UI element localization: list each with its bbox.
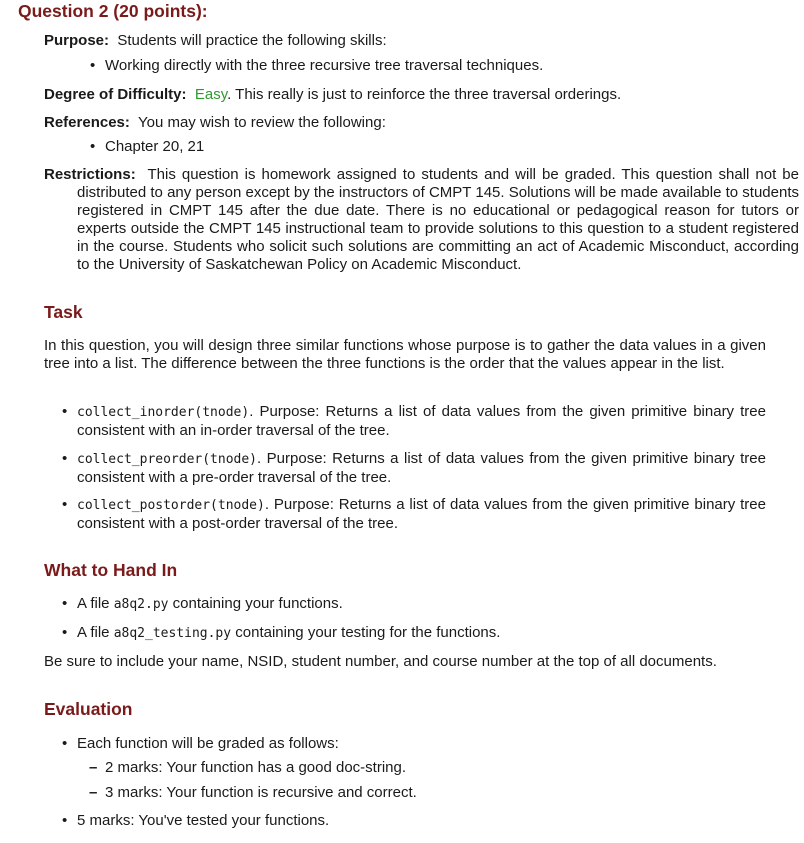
- function-desc: . Purpose: Returns a list of data values from the given primitive binary tree consistent with an in-order traversal of the tree.: [77, 403, 766, 439]
- evaluation-subitem: – 3 marks: Your function is recursive and correct.: [105, 784, 417, 802]
- restrictions-label: Restrictions:: [44, 166, 136, 183]
- difficulty-label: Degree of Difficulty:: [44, 86, 187, 103]
- function-item-inorder: [77, 403, 766, 440]
- function-desc: . Purpose: Returns a list of data values from the given primitive binary tree consistent with a post-order traversal of the tree.: [77, 496, 766, 532]
- function-item-postorder: [77, 496, 766, 533]
- function-code: collect_preorder(tnode): [77, 452, 258, 467]
- evaluation-item: • Each function will be graded as follows:: [77, 735, 339, 753]
- restrictions-text: This question is homework assigned to students and will be graded. This question shall not be distributed to any person except by the instructors of CMPT 145. Solutions will be made available to students registered in CMPT 145 after the due date. There is no educational or pedagogical reason for tutors or experts outside the CMPT 145 instructional team to provide solutions to this question to a student registered in the course. Students who solicit such solutions are committing an act of Academic Misconduct, according to the University of Saskatchewan Policy on Academic Misconduct.: [77, 166, 799, 273]
- difficulty-line: [44, 86, 621, 104]
- function-code: collect_postorder(tnode): [77, 498, 265, 513]
- function-code: collect_inorder(tnode): [77, 405, 250, 420]
- evaluation-subitem: – 2 marks: Your function has a good doc-string.: [105, 759, 406, 777]
- evaluation-item: • 5 marks: You've tested your functions.: [77, 812, 329, 830]
- evaluation-heading: Evaluation: [44, 699, 133, 719]
- handin-note: Be sure to include your name, NSID, student number, and course number at the top of all documents.: [44, 653, 717, 670]
- task-heading: Task: [44, 302, 83, 322]
- difficulty-level: Easy: [194, 86, 228, 103]
- references-line: [44, 114, 386, 132]
- task-intro: In this question, you will design three similar functions whose purpose is to gather the data values in a given tree into a list. The difference between the three functions is the order that the values appear in the list.: [44, 337, 766, 372]
- references-item: • Chapter 20, 21: [105, 138, 204, 156]
- restrictions-paragraph: [44, 166, 799, 274]
- purpose-text: Students will practice the following skills:: [117, 32, 387, 49]
- handin-item: • A file a8q2_testing.py containing your testing for the functions.: [77, 624, 500, 643]
- purpose-item: • Working directly with the three recursive tree traversal techniques.: [105, 57, 543, 75]
- handin-heading: What to Hand In: [44, 560, 178, 580]
- references-text: You may wish to review the following:: [137, 114, 386, 131]
- handin-filename: a8q2.py: [113, 597, 169, 612]
- purpose-line: [44, 32, 387, 50]
- difficulty-text: . This really is just to reinforce the three traversal orderings.: [227, 86, 622, 103]
- purpose-label: Purpose:: [44, 32, 110, 49]
- function-item-preorder: [77, 450, 766, 487]
- handin-item: • A file a8q2.py containing your functions.: [77, 595, 343, 614]
- question-title: Question 2 (20 points):: [18, 1, 208, 21]
- function-desc: . Purpose: Returns a list of data values from the given primitive binary tree consistent with a pre-order traversal of the tree.: [77, 450, 766, 486]
- references-label: References:: [44, 114, 130, 131]
- handin-filename: a8q2_testing.py: [113, 626, 232, 641]
